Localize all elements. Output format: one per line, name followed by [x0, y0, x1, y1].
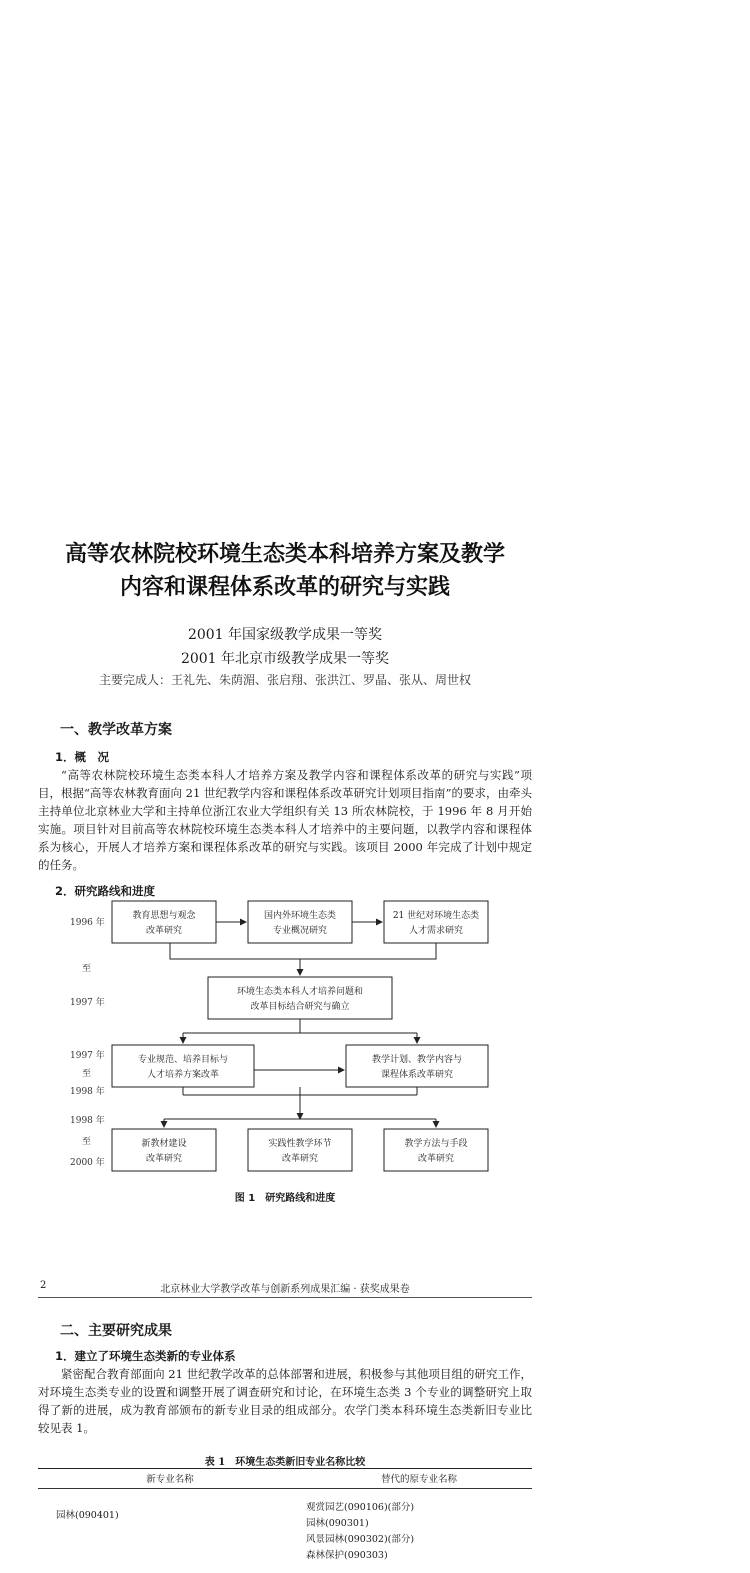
flow-box-education-concept [112, 901, 216, 943]
flow-box-text: 教学方法与手段 [404, 1137, 467, 1149]
overview-paragraph: “高等农林院校环境生态类本科人才培养方案及教学内容和课程体系改革的研究与实践”项目，根据“高等农林教育面向 21 世纪教学内容和课程体系改革研究计划项目指南”的要求，由牵头主持单位北京林业大学和主持单位浙江农业大学组织有关 13 所农林院校，于 1996 年 8 月开始实施。项目针对目前高等农林院校环境生态类本科人才培养中的主要问题，以教学内容和课程体系为核心，开展人才培养方案和课程体系改革的研究与实践。该项目 2000 年完成了计划中规定的任务。 [38, 766, 532, 874]
year-label: 1997 年 [70, 996, 105, 1008]
paper-title-line1: 高等农林院校环境生态类本科培养方案及教学 [0, 537, 570, 568]
flow-box-practice [248, 1129, 352, 1171]
flow-box-text: 专业规范、培养目标与 [138, 1053, 228, 1065]
figure-caption: 图 1 研究路线和进度 [0, 1189, 570, 1204]
year-label: 至 [82, 1068, 91, 1079]
flow-box-text: 改革目标结合研究与确立 [250, 1000, 349, 1012]
running-rule [38, 1297, 532, 1298]
year-label: 至 [82, 963, 91, 974]
flow-box-domestic-overview [248, 901, 352, 943]
flow-connector [170, 943, 436, 959]
year-label: 1998 年 [70, 1085, 105, 1097]
flow-box-text: 专业概况研究 [273, 924, 327, 936]
section-heading-reform-plan: 一、教学改革方案 [60, 719, 172, 739]
column-header-old: 替代的原专业名称 [302, 1469, 532, 1489]
year-label: 1997 年 [70, 1049, 105, 1061]
column-header-new: 新专业名称 [38, 1469, 302, 1489]
page-number: 2 [40, 1280, 46, 1291]
flow-box-textbook [112, 1129, 216, 1171]
flow-box-text: 人才培养方案改革 [147, 1068, 219, 1080]
results-paragraph: 紧密配合教育部面向 21 世纪教学改革的总体部署和进展，积极参与其他项目组的研究工作，对环境生态类专业的设置和调整开展了调查研究和讨论，在环境生态类 3 个专业的调整研究上取得了新的进展，成为教育部颁布的新专业目录的组成部分。农学门类本科环境生态类新旧专业比较见表 1。 [38, 1365, 532, 1437]
old-majors-cell [302, 1489, 532, 1573]
flow-box-text: 教学计划、教学内容与 [372, 1053, 462, 1065]
table-row [38, 1489, 532, 1573]
subsection-heading-route: 2．研究路线和进度 [55, 883, 155, 899]
table-caption: 表 1 环境生态类新旧专业名称比较 [0, 1453, 570, 1468]
subsection-heading-overview: 1．概 况 [55, 749, 109, 765]
flow-box-text: 国内外环境生态类 [264, 909, 336, 921]
flow-box-specification [112, 1045, 254, 1087]
flow-box-text: 环境生态类本科人才培养问题和 [237, 985, 363, 997]
flow-box-text: 改革研究 [418, 1152, 454, 1164]
table-header-row [38, 1469, 532, 1489]
paper-title-line2: 内容和课程体系改革的研究与实践 [0, 570, 570, 601]
flow-box-text: 实践性教学环节 [268, 1137, 331, 1149]
award-national: 2001 年国家级教学成果一等奖 [0, 624, 570, 644]
subsection-heading-new-system: 1．建立了环境生态类新的专业体系 [55, 1348, 236, 1364]
flow-box-text: 课程体系改革研究 [381, 1068, 453, 1080]
year-label: 1996 年 [70, 916, 105, 928]
flow-box-text: 人才需求研究 [409, 924, 463, 936]
section-heading-results: 二、主要研究成果 [60, 1320, 172, 1340]
new-major-cell: 园林(090401) [38, 1489, 302, 1573]
flow-box-text: 改革研究 [282, 1152, 318, 1164]
comparison-table [38, 1468, 532, 1573]
flow-box-text: 改革研究 [146, 924, 182, 936]
running-title: 北京林业大学教学改革与创新系列成果汇编 · 获奖成果卷 [0, 1280, 570, 1295]
flow-box-text: 新教材建设 [141, 1137, 186, 1149]
flow-box-text: 21 世纪对环境生态类 [393, 909, 479, 921]
flow-box-curriculum [346, 1045, 488, 1087]
authors-line: 主要完成人：王礼先、朱荫湄、张启翔、张洪江、罗晶、张从、周世权 [0, 671, 570, 688]
old-major-name: 森林保护(090303) [306, 1548, 532, 1564]
research-flowchart [55, 893, 515, 1183]
flow-box-text: 改革研究 [146, 1152, 182, 1164]
old-major-name: 园林(090301) [306, 1516, 532, 1532]
flow-box-text: 教育思想与观念 [132, 909, 196, 921]
award-beijing: 2001 年北京市级教学成果一等奖 [0, 648, 570, 668]
year-label: 1998 年 [70, 1114, 105, 1126]
year-label: 2000 年 [70, 1156, 105, 1168]
flow-box-teaching-method [384, 1129, 488, 1171]
flow-box-talent-demand [384, 901, 488, 943]
year-label: 至 [82, 1136, 91, 1147]
flow-box-problem-goals [208, 977, 392, 1019]
old-major-name: 观赏园艺(090106)(部分) [306, 1500, 532, 1516]
old-major-name: 风景园林(090302)(部分) [306, 1532, 532, 1548]
